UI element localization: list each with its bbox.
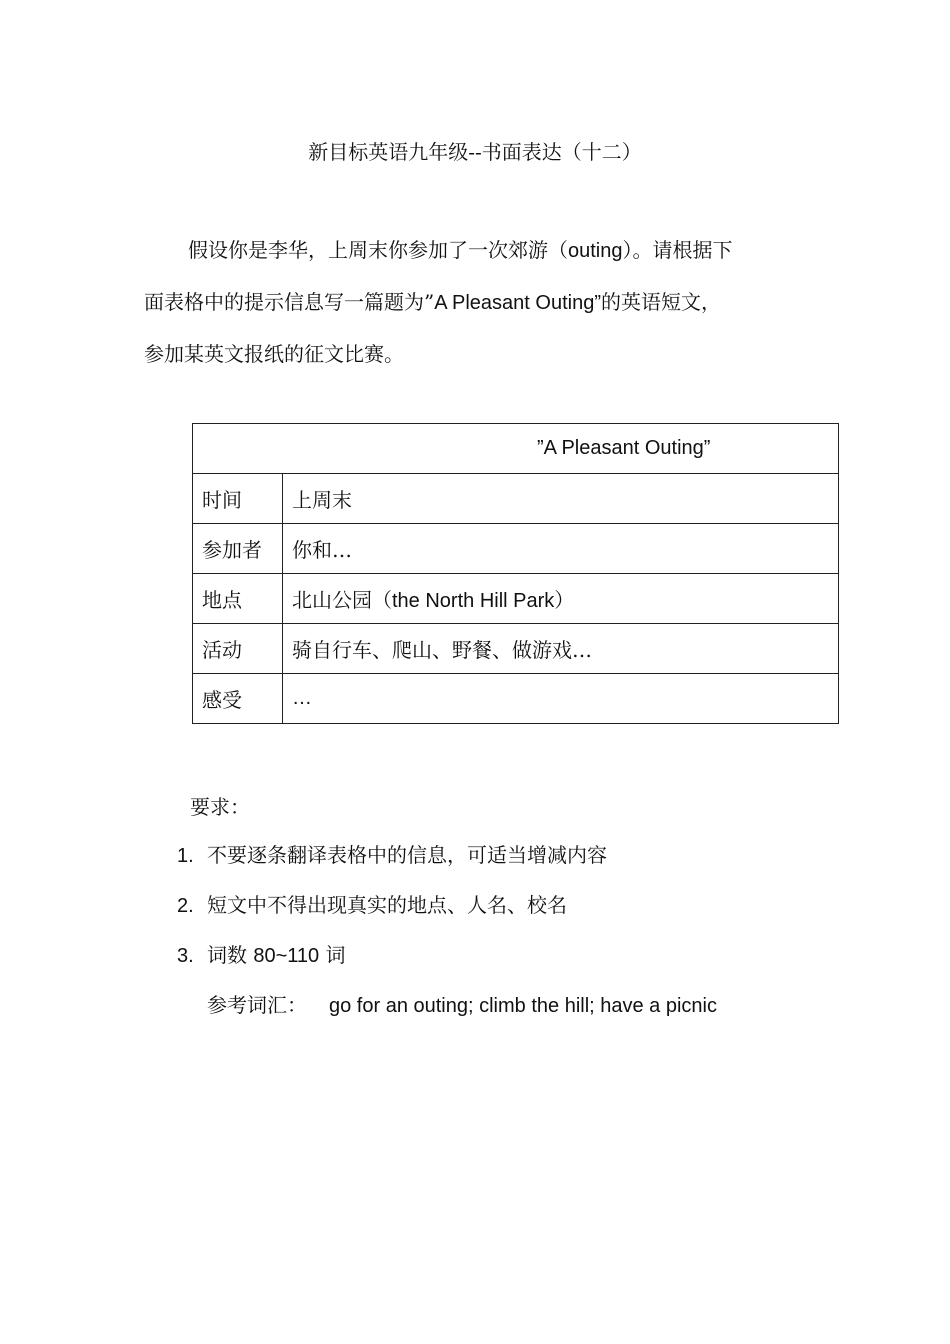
list-number: 1. xyxy=(177,845,194,867)
vocab-label: 参考词汇： xyxy=(207,993,307,1017)
row-label: 地点 xyxy=(193,574,283,624)
requirement-item xyxy=(177,839,607,868)
row-value: … xyxy=(283,674,839,724)
vocab-text: go for an outing; climb the hill; have a picnic xyxy=(329,995,717,1017)
row-label: 活动 xyxy=(193,624,283,674)
table-header-row xyxy=(193,424,839,474)
requirement-text: 词 xyxy=(319,943,346,967)
requirements-title: 要求： xyxy=(190,795,250,819)
list-number: 2. xyxy=(177,895,194,917)
requirement-text: 不要逐条翻译表格中的信息，可适当增减内容 xyxy=(207,843,607,867)
requirement-text: 短文中不得出现真实的地点、人名、校名 xyxy=(207,893,567,917)
task-description xyxy=(144,225,824,380)
requirement-item xyxy=(177,889,567,918)
table-row xyxy=(193,524,839,574)
text-segment: 的英语短文， xyxy=(601,290,722,314)
table-row xyxy=(193,574,839,624)
info-table xyxy=(192,423,839,724)
row-label: 时间 xyxy=(193,474,283,524)
requirement-text: 80~110 xyxy=(253,945,320,967)
text-segment: 面表格中的提示信息写一篇题为” xyxy=(144,290,435,314)
row-value: 上周末 xyxy=(283,474,839,524)
reference-vocabulary xyxy=(207,989,717,1018)
row-label: 感受 xyxy=(193,674,283,724)
text-segment: ） xyxy=(554,588,575,612)
text-segment: the North Hill Park xyxy=(392,590,555,612)
table-row xyxy=(193,674,839,724)
text-segment: A Pleasant Outing” xyxy=(434,292,602,314)
table-header: ”A Pleasant Outing” xyxy=(193,424,839,474)
row-value: 你和… xyxy=(283,524,839,574)
table-row xyxy=(193,474,839,524)
row-value xyxy=(283,574,839,624)
description-line-3: 参加某英文报纸的征文比赛。 xyxy=(144,342,404,366)
page-title: 新目标英语九年级--书面表达（十二） xyxy=(308,140,642,164)
list-number: 3. xyxy=(177,945,194,967)
text-segment: 假设你是李华，上周末你参加了一次郊游（ xyxy=(188,238,568,262)
description-line-2 xyxy=(144,277,824,329)
row-value: 骑自行车、爬山、野餐、做游戏… xyxy=(283,624,839,674)
requirement-text: 词数 xyxy=(207,943,254,967)
text-segment: 北山公园（ xyxy=(292,588,392,612)
table-row xyxy=(193,624,839,674)
text-segment: ）。请根据下 xyxy=(622,238,733,262)
row-label: 参加者 xyxy=(193,524,283,574)
text-segment: outing xyxy=(568,240,623,262)
requirement-item xyxy=(177,939,346,968)
description-line-1 xyxy=(144,225,824,277)
